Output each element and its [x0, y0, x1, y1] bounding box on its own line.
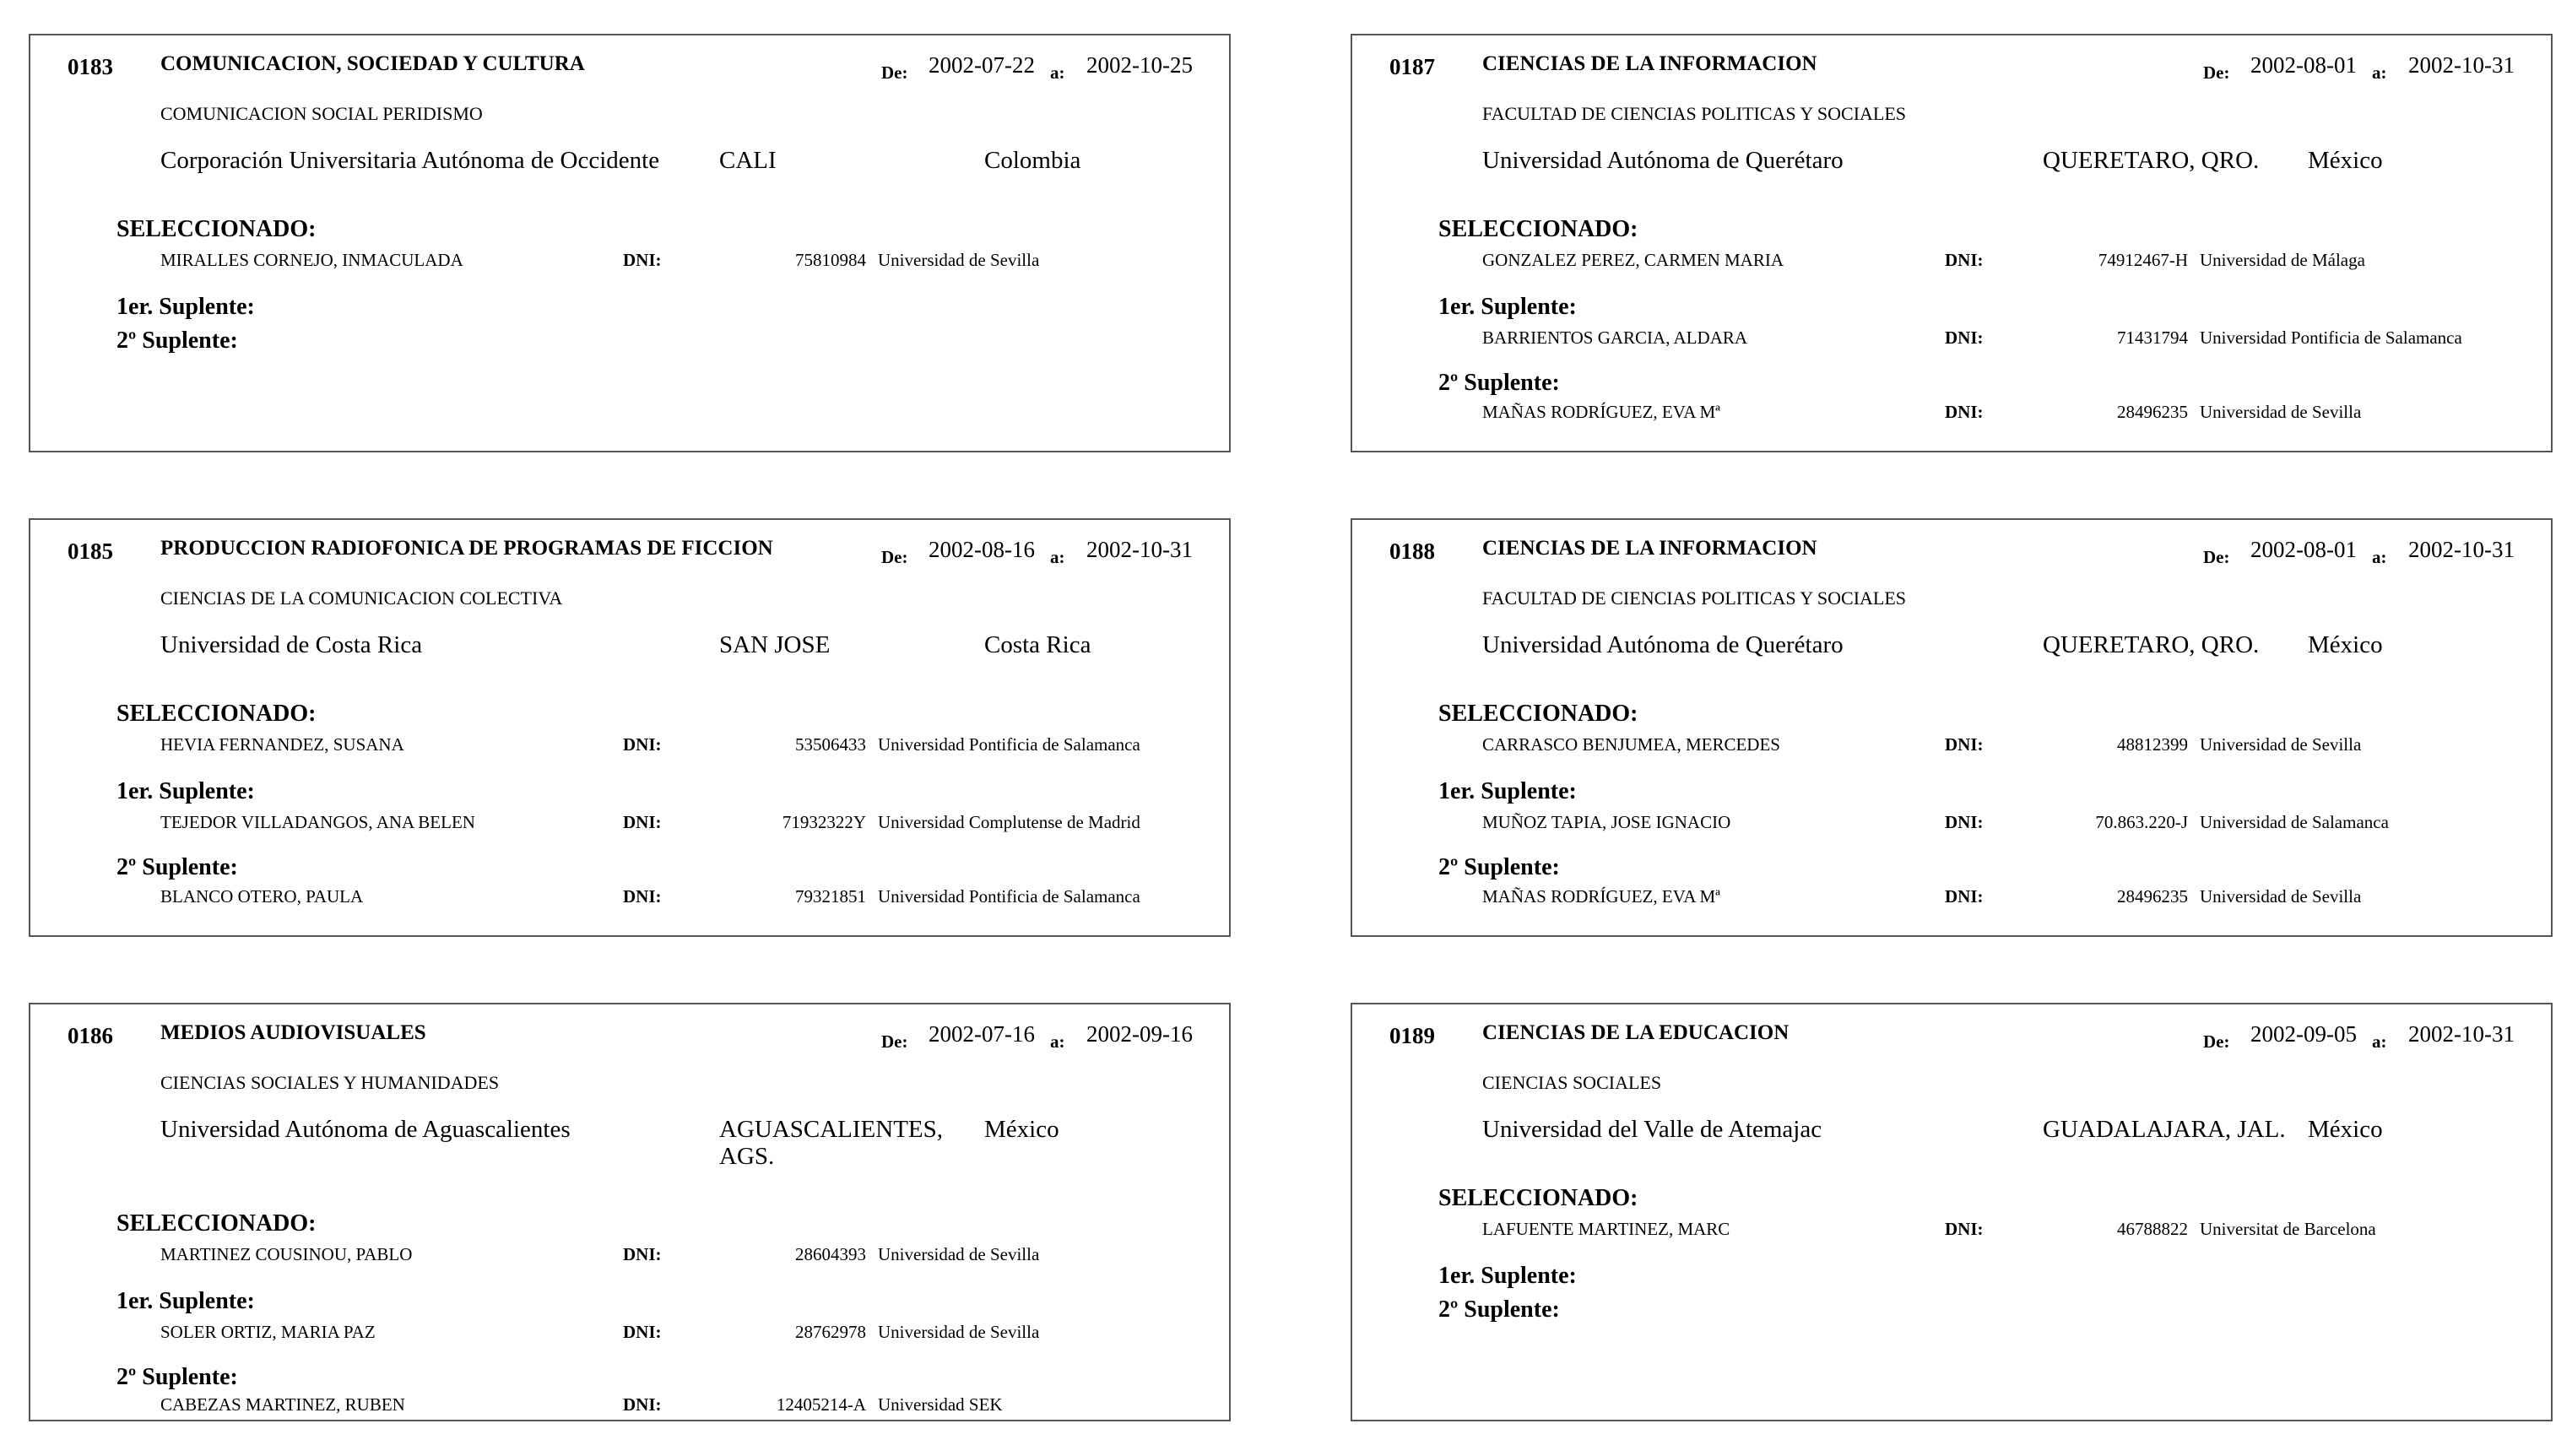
substitute2-name: MAÑAS RODRÍGUEZ, EVA Mª — [1482, 402, 1720, 422]
country: México — [984, 1116, 1059, 1143]
selected-name: MARTINEZ COUSINOU, PABLO — [160, 1244, 413, 1264]
date-from-label: De: — [881, 547, 908, 567]
card-title: PRODUCCION RADIOFONICA DE PROGRAMAS DE FICCION — [160, 537, 773, 560]
selected-dni: 48812399 — [2117, 734, 2188, 755]
selected-heading: SELECCIONADO: — [1438, 701, 1638, 727]
substitute1-name: SOLER ORTIZ, MARIA PAZ — [160, 1322, 376, 1342]
date-from-label: De: — [2203, 547, 2230, 567]
selected-name: MIRALLES CORNEJO, INMACULADA — [160, 250, 463, 270]
card-title: CIENCIAS DE LA INFORMACION — [1482, 537, 1817, 560]
substitute1-heading: 1er. Suplente: — [1438, 294, 1577, 320]
faculty: FACULTAD DE CIENCIAS POLITICAS Y SOCIALES — [1482, 103, 1907, 124]
substitute1-heading: 1er. Suplente: — [1438, 1263, 1577, 1289]
dni-label: DNI: — [623, 1322, 662, 1342]
selected-dni: 28604393 — [795, 1244, 866, 1264]
date-to: 2002-09-16 — [1086, 1021, 1193, 1047]
substitute1-heading: 1er. Suplente: — [1438, 778, 1577, 804]
substitute2-heading: 2º Suplente: — [116, 854, 238, 880]
dni-label: DNI: — [1945, 812, 1984, 832]
date-to-label: a: — [2372, 62, 2387, 83]
dni-label: DNI: — [623, 250, 662, 270]
selected-name: HEVIA FERNANDEZ, SUSANA — [160, 734, 404, 755]
dni-label: DNI: — [623, 1394, 662, 1415]
selected-heading: SELECCIONADO: — [1438, 216, 1638, 242]
date-from-label: De: — [2203, 1031, 2230, 1052]
dni-label: DNI: — [623, 812, 662, 832]
dni-label: DNI: — [1945, 402, 1984, 422]
selected-name: LAFUENTE MARTINEZ, MARC — [1482, 1219, 1730, 1239]
substitute2-dni: 79321851 — [795, 886, 866, 907]
date-to-label: a: — [1050, 1031, 1065, 1052]
date-to: 2002-10-25 — [1086, 52, 1193, 78]
selected-dni: 75810984 — [795, 250, 866, 270]
selected-institution: Universidad de Sevilla — [878, 250, 1040, 270]
card-code: 0187 — [1389, 54, 1435, 79]
substitute2-institution: Universidad Pontificia de Salamanca — [878, 886, 1140, 907]
dni-label: DNI: — [623, 1244, 662, 1264]
country: Colombia — [984, 147, 1081, 174]
date-to-label: a: — [2372, 547, 2387, 567]
substitute2-institution: Universidad SEK — [878, 1394, 1003, 1415]
dni-label: DNI: — [623, 886, 662, 907]
faculty: CIENCIAS SOCIALES — [1482, 1072, 1662, 1093]
card-title: CIENCIAS DE LA EDUCACION — [1482, 1021, 1790, 1044]
date-to: 2002-10-31 — [1086, 537, 1193, 562]
card-code: 0189 — [1389, 1023, 1435, 1048]
substitute2-institution: Universidad de Sevilla — [2200, 402, 2362, 422]
scholarship-card-0188 — [1351, 518, 2553, 937]
date-from: 2002-07-16 — [929, 1021, 1035, 1047]
selected-institution: Universidad de Málaga — [2200, 250, 2365, 270]
substitute1-dni: 71431794 — [2117, 327, 2188, 348]
card-code: 0185 — [68, 539, 113, 564]
selected-dni: 53506433 — [795, 734, 866, 755]
selected-heading: SELECCIONADO: — [1438, 1185, 1638, 1211]
university: Universidad de Costa Rica — [160, 631, 423, 658]
substitute2-dni: 28496235 — [2117, 402, 2188, 422]
date-from-label: De: — [881, 62, 908, 83]
date-to-label: a: — [1050, 62, 1065, 83]
date-from: 2002-09-05 — [2250, 1021, 2357, 1047]
faculty: CIENCIAS DE LA COMUNICACION COLECTIVA — [160, 587, 563, 609]
substitute2-dni: 12405214-A — [776, 1394, 866, 1415]
country: Costa Rica — [984, 631, 1091, 658]
selected-name: CARRASCO BENJUMEA, MERCEDES — [1482, 734, 1780, 755]
substitute2-institution: Universidad de Sevilla — [2200, 886, 2362, 907]
dni-label: DNI: — [1945, 1219, 1984, 1239]
date-from: 2002-08-01 — [2250, 52, 2357, 78]
substitute2-heading: 2º Suplente: — [1438, 854, 1560, 880]
scholarship-card-0189 — [1351, 1003, 2553, 1421]
date-from-label: De: — [881, 1031, 908, 1052]
substitute1-name: BARRIENTOS GARCIA, ALDARA — [1482, 327, 1748, 348]
date-from-label: De: — [2203, 62, 2230, 83]
university: Universidad Autónoma de Querétaro — [1482, 631, 1844, 658]
city-line2: AGS. — [719, 1143, 775, 1170]
substitute1-dni: 70.863.220-J — [2095, 812, 2188, 832]
selected-heading: SELECCIONADO: — [116, 701, 317, 727]
faculty: COMUNICACION SOCIAL PERIDISMO — [160, 103, 483, 124]
substitute2-heading: 2º Suplente: — [116, 327, 238, 354]
date-to-label: a: — [1050, 547, 1065, 567]
country: México — [2308, 631, 2383, 658]
substitute1-dni: 28762978 — [795, 1322, 866, 1342]
faculty: FACULTAD DE CIENCIAS POLITICAS Y SOCIALES — [1482, 587, 1907, 609]
substitute2-heading: 2º Suplente: — [116, 1364, 238, 1390]
selected-institution: Universidad Pontificia de Salamanca — [878, 734, 1140, 755]
selected-dni: 74912467-H — [2098, 250, 2188, 270]
selected-heading: SELECCIONADO: — [116, 1210, 317, 1237]
selected-institution: Universidad de Sevilla — [2200, 734, 2362, 755]
date-to: 2002-10-31 — [2408, 52, 2515, 78]
date-to: 2002-10-31 — [2408, 1021, 2515, 1047]
card-title: COMUNICACION, SOCIEDAD Y CULTURA — [160, 52, 585, 75]
substitute1-dni: 71932322Y — [782, 812, 866, 832]
substitute1-name: MUÑOZ TAPIA, JOSE IGNACIO — [1482, 812, 1731, 832]
substitute2-dni: 28496235 — [2117, 886, 2188, 907]
date-from: 2002-07-22 — [929, 52, 1035, 78]
substitute2-name: MAÑAS RODRÍGUEZ, EVA Mª — [1482, 886, 1720, 907]
scholarship-card-0187 — [1351, 34, 2553, 452]
card-title: MEDIOS AUDIOVISUALES — [160, 1021, 426, 1044]
card-code: 0188 — [1389, 539, 1435, 564]
city: QUERETARO, QRO. — [2043, 631, 2260, 658]
selected-institution: Universitat de Barcelona — [2200, 1219, 2376, 1239]
date-from: 2002-08-01 — [2250, 537, 2357, 562]
selected-dni: 46788822 — [2117, 1219, 2188, 1239]
substitute2-name: CABEZAS MARTINEZ, RUBEN — [160, 1394, 405, 1415]
date-from: 2002-08-16 — [929, 537, 1035, 562]
substitute1-heading: 1er. Suplente: — [116, 778, 255, 804]
card-code: 0183 — [68, 54, 113, 79]
substitute1-heading: 1er. Suplente: — [116, 1288, 255, 1314]
card-code: 0186 — [68, 1023, 113, 1048]
substitute1-name: TEJEDOR VILLADANGOS, ANA BELEN — [160, 812, 475, 832]
selected-institution: Universidad de Sevilla — [878, 1244, 1040, 1264]
university: Universidad del Valle de Atemajac — [1482, 1116, 1822, 1143]
country: México — [2308, 1116, 2383, 1143]
dni-label: DNI: — [623, 734, 662, 755]
card-title: CIENCIAS DE LA INFORMACION — [1482, 52, 1817, 75]
city: CALI — [719, 147, 777, 174]
selected-heading: SELECCIONADO: — [116, 216, 317, 242]
substitute2-heading: 2º Suplente: — [1438, 1296, 1560, 1323]
city: SAN JOSE — [719, 631, 831, 658]
date-to: 2002-10-31 — [2408, 537, 2515, 562]
dni-label: DNI: — [1945, 250, 1984, 270]
dni-label: DNI: — [1945, 734, 1984, 755]
scholarship-card-0183 — [29, 34, 1231, 452]
faculty: CIENCIAS SOCIALES Y HUMANIDADES — [160, 1072, 500, 1093]
city: GUADALAJARA, JAL. — [2043, 1116, 2286, 1143]
scholarship-card-0186 — [29, 1003, 1231, 1421]
substitute2-name: BLANCO OTERO, PAULA — [160, 886, 364, 907]
substitute1-institution: Universidad Pontificia de Salamanca — [2200, 327, 2462, 348]
selected-name: GONZALEZ PEREZ, CARMEN MARIA — [1482, 250, 1784, 270]
substitute2-heading: 2º Suplente: — [1438, 370, 1560, 396]
scholarship-card-0185 — [29, 518, 1231, 937]
dni-label: DNI: — [1945, 886, 1984, 907]
country: México — [2308, 147, 2383, 174]
dni-label: DNI: — [1945, 327, 1984, 348]
city: QUERETARO, QRO. — [2043, 147, 2260, 174]
substitute1-institution: Universidad Complutense de Madrid — [878, 812, 1140, 832]
substitute1-institution: Universidad de Salamanca — [2200, 812, 2389, 832]
substitute1-institution: Universidad de Sevilla — [878, 1322, 1040, 1342]
date-to-label: a: — [2372, 1031, 2387, 1052]
university: Universidad Autónoma de Aguascalientes — [160, 1116, 571, 1143]
university: Universidad Autónoma de Querétaro — [1482, 147, 1844, 174]
university: Corporación Universitaria Autónoma de Occidente — [160, 147, 660, 174]
city-line1: AGUASCALIENTES, — [719, 1116, 944, 1143]
substitute1-heading: 1er. Suplente: — [116, 294, 255, 320]
